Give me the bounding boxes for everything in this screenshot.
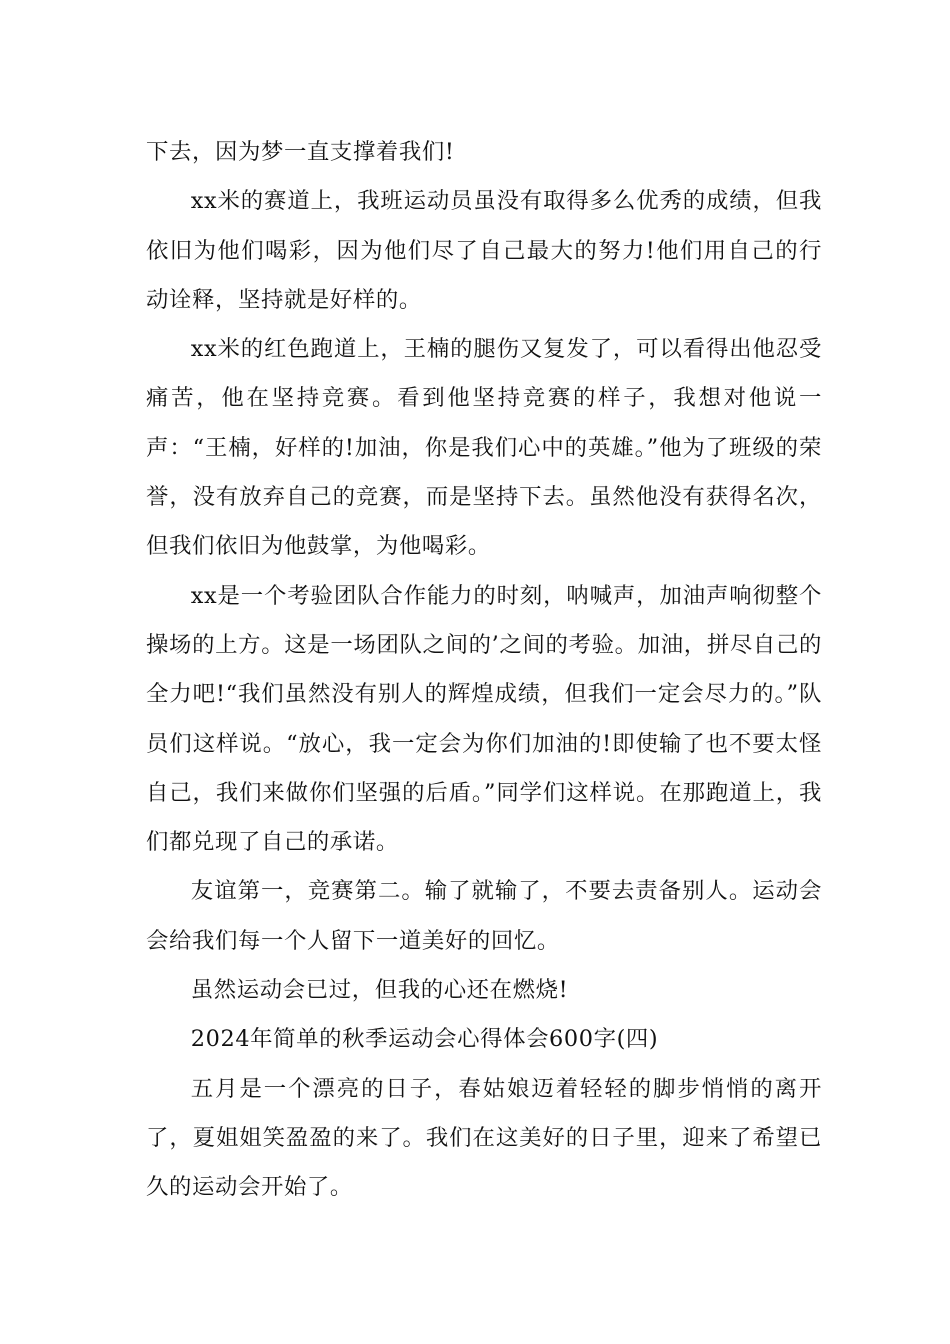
paragraph-teamwork: xx是一个考验团队合作能力的时刻，呐喊声，加油声响彻整个操场的上方。这是一场团队之间的’之间的考验。加油，拼尽自己的全力吧!“我们虽然没有别人的辉煌成绩，但我们一定会尽力的。”队员们这样说。“放心，我一定会为你们加油的!即使输了也不要太怪自己，我们来做你们坚强的后盾。”同学们这样说。在那跑道上，我们都兑现了自己的承诺。 — [146, 582, 822, 856]
paragraph-friendship: 友谊第一，竞赛第二。输了就输了，不要去责备别人。运动会会给我们每一个人留下一道美好的回忆。 — [146, 878, 822, 954]
paragraph-xx-track: xx米的赛道上，我班运动员虽没有取得多么优秀的成绩，但我依旧为他们喝彩，因为他们尽了自己最大的努力!他们用自己的行动诠释，坚持就是好样的。 — [146, 188, 822, 313]
paragraph-continuation: 下去，因为梦一直支撑着我们! — [146, 139, 455, 165]
paragraph-wang-nan: xx米的红色跑道上，王楠的腿伤又复发了，可以看得出他忍受痛苦，他在坚持竞赛。看到他坚持竞赛的样子，我想对他说一声：“王楠，好样的!加油，你是我们心中的英雄。”他为了班级的荣誉，没有放弃自己的竞赛，而是坚持下去。虽然他没有获得名次，但我们依旧为他鼓掌，为他喝彩。 — [146, 336, 822, 560]
section-heading: 2024年简单的秋季运动会心得体会600字(四) — [190, 1026, 659, 1053]
document-body — [146, 128, 822, 1213]
paragraph-heart-burning: 虽然运动会已过，但我的心还在燃烧! — [190, 977, 569, 1004]
paragraph-may-day: 五月是一个漂亮的日子，春姑娘迈着轻轻的脚步悄悄的离开了，夏姐姐笑盈盈的来了。我们在这美好的日子里，迎来了希望已久的运动会开始了。 — [146, 1075, 822, 1201]
